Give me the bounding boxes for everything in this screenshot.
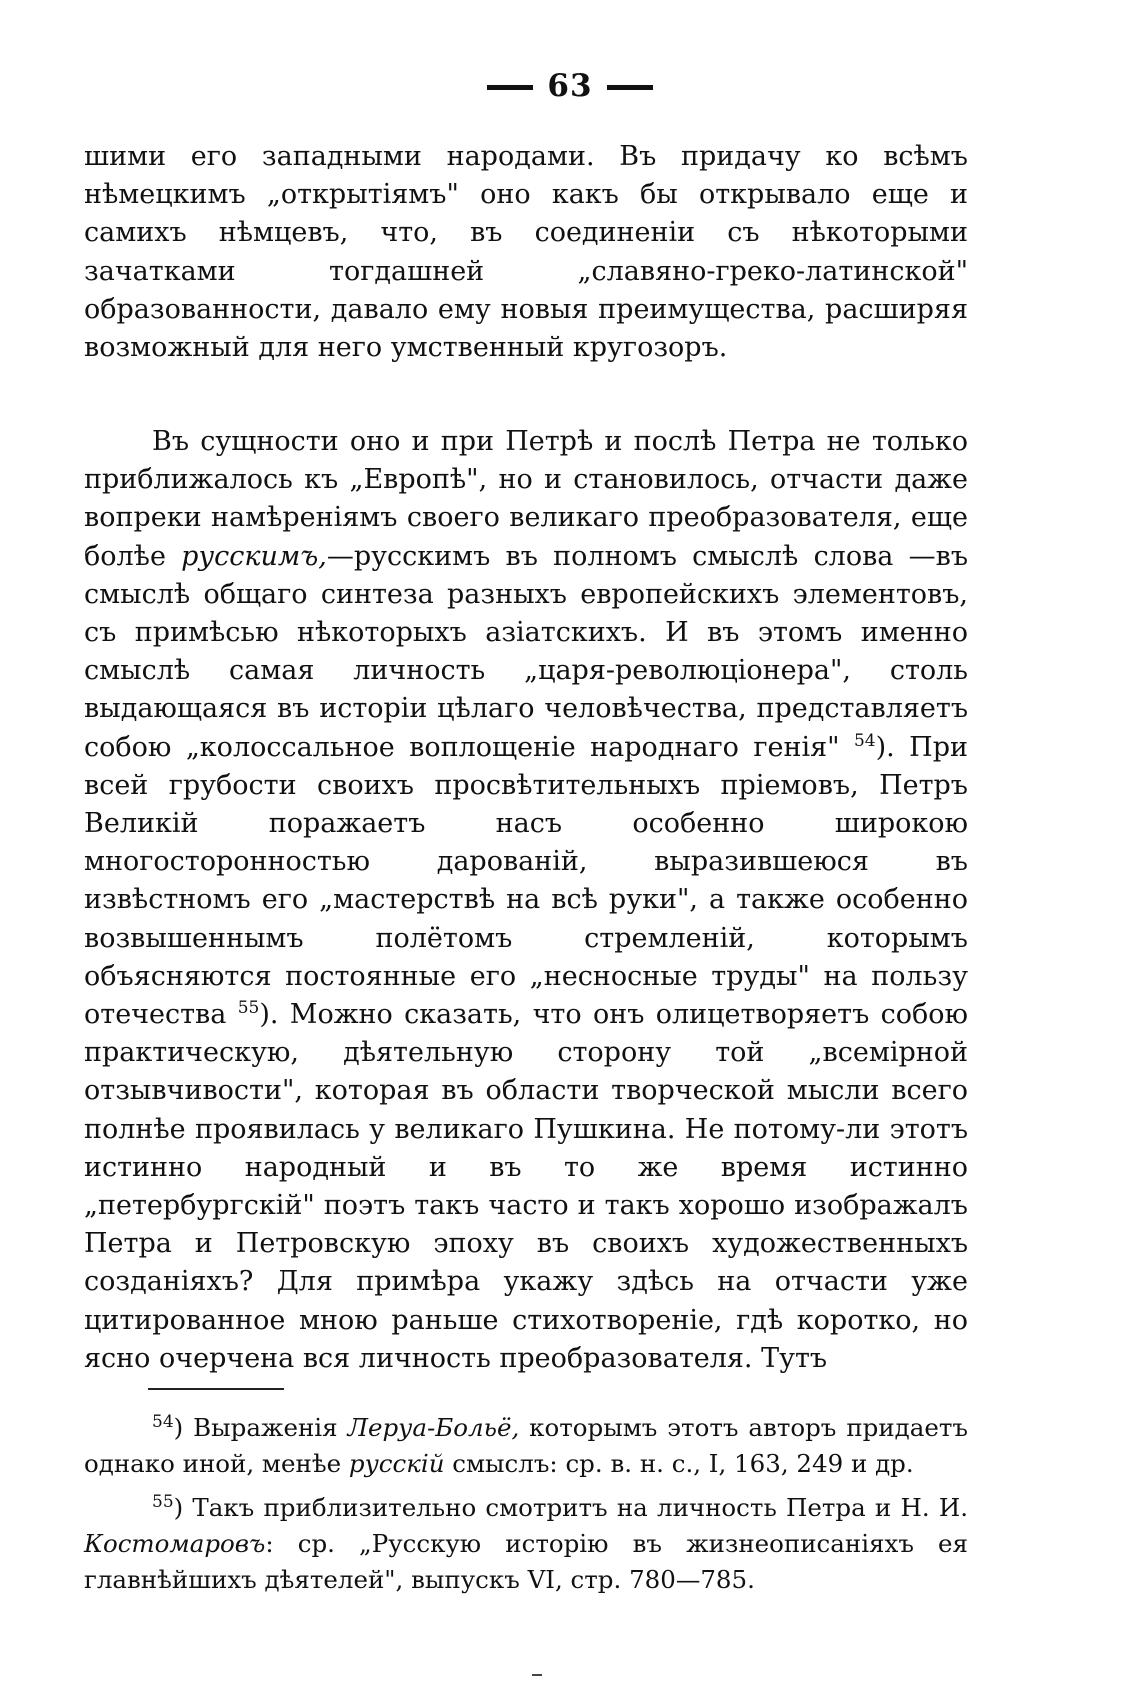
paragraph-continued: [84, 138, 968, 367]
paragraph-2-part-1: Въ сущности оно и при Петрѣ и послѣ Петра не только приближалось къ „Европѣ", но и становилось, отчасти даже вопреки намѣреніямъ своего великаго преобразователя, еще болѣе: [84, 426, 968, 572]
footnote-54-part-1: ) Выраженія: [173, 1413, 348, 1442]
paragraph-2-emphasis: русскимъ,: [181, 540, 327, 572]
footnote-separator: [148, 1388, 284, 1390]
paragraph-2: [84, 423, 968, 1378]
page-number-dash-left: [487, 85, 533, 90]
paragraph-2-part-2: —русскимъ въ полномъ смыслѣ слова —въ смыслѣ общаго синтеза разныхъ европейскихъ элементовъ, съ примѣсью нѣкоторыхъ азіатскихъ. И въ этомъ именно смыслѣ самая личность „царя-революціонера", столь выдающаяся въ исторіи цѣлаго человѣчества, представляетъ собою „колоссальное воплощеніе народнаго генія": [84, 540, 968, 763]
footnote-54-part-3: смыслъ: ср. в. н. с., I, 163, 249 и др.: [444, 1449, 914, 1478]
footnote-54: [84, 1410, 968, 1482]
footnote-54-author: Леруа-Больё,: [347, 1413, 520, 1442]
footnote-54-number: 54: [152, 1411, 174, 1432]
footnote-55-number: 55: [152, 1491, 174, 1512]
footnote-55-part-1: ) Такъ приблизительно смотритъ на личность Петра и Н. И.: [173, 1493, 968, 1522]
page-number-dash-right: [607, 85, 653, 90]
footnote-55: [84, 1490, 968, 1598]
paragraph-2-text: [84, 423, 968, 1378]
paragraph-1-text: шими его западными народами. Въ придачу ко всѣмъ нѣмецкимъ „открытіямъ" оно какъ бы открывало еще и самихъ нѣмцевъ, что, въ соединеніи съ нѣкоторыми зачатками тогдашней „славяно-греко-латинской" образованности, давало ему новыя преимущества, расширяя возможный для него умственный кругозоръ.: [84, 141, 968, 364]
footnote-54-emphasis: русскій: [348, 1449, 445, 1478]
page-number-value: 63: [547, 68, 593, 104]
footnote-54-part-2: которымъ этотъ авторъ придаетъ однако иной, менѣе: [84, 1413, 968, 1478]
paragraph-2-part-4: ). Можно сказать, что онъ олицетворяетъ собою практическую, дѣятельную сторону той „всемірной отзывчивости", которая въ области творческой мысли всего полнѣе проявилась у великаго Пушкина. Не потому-ли этотъ истинно народный и въ то же время истинно „петербургскій" поэтъ такъ часто и такъ хорошо изображалъ Петра и Петровскую эпоху въ своихъ художественныхъ созданіяхъ? Для примѣра укажу здѣсь на отчасти уже цитированное мною раньше стихотвореніе, гдѣ коротко, но ясно очерчена вся личность преобразователя. Тутъ: [84, 999, 968, 1374]
footnote-ref-54: 54: [853, 730, 876, 751]
footnote-55-author: Костомаровъ: [84, 1529, 266, 1558]
paragraph-2-part-3: ). При всей грубости своихъ просвѣтительныхъ пріемовъ, Петръ Великій поражаетъ насъ особенно широкою многосторонностью дарованій, выразившеюся въ извѣстномъ его „мастерствѣ на всѣ руки", а также особенно возвышеннымъ полётомъ стремленій, которымъ объясняются постоянные его „несносные труды" на пользу отечества: [84, 731, 968, 1031]
bottom-mark: [532, 1674, 542, 1676]
page-number: [0, 68, 1140, 104]
footnote-ref-55: 55: [237, 998, 260, 1019]
footnotes: [84, 1410, 968, 1606]
footnote-55-part-2: : ср. „Русскую исторію въ жизнеописаніяхъ ея главнѣйшихъ дѣятелей", выпускъ VI, стр. 780—785.: [84, 1529, 968, 1594]
